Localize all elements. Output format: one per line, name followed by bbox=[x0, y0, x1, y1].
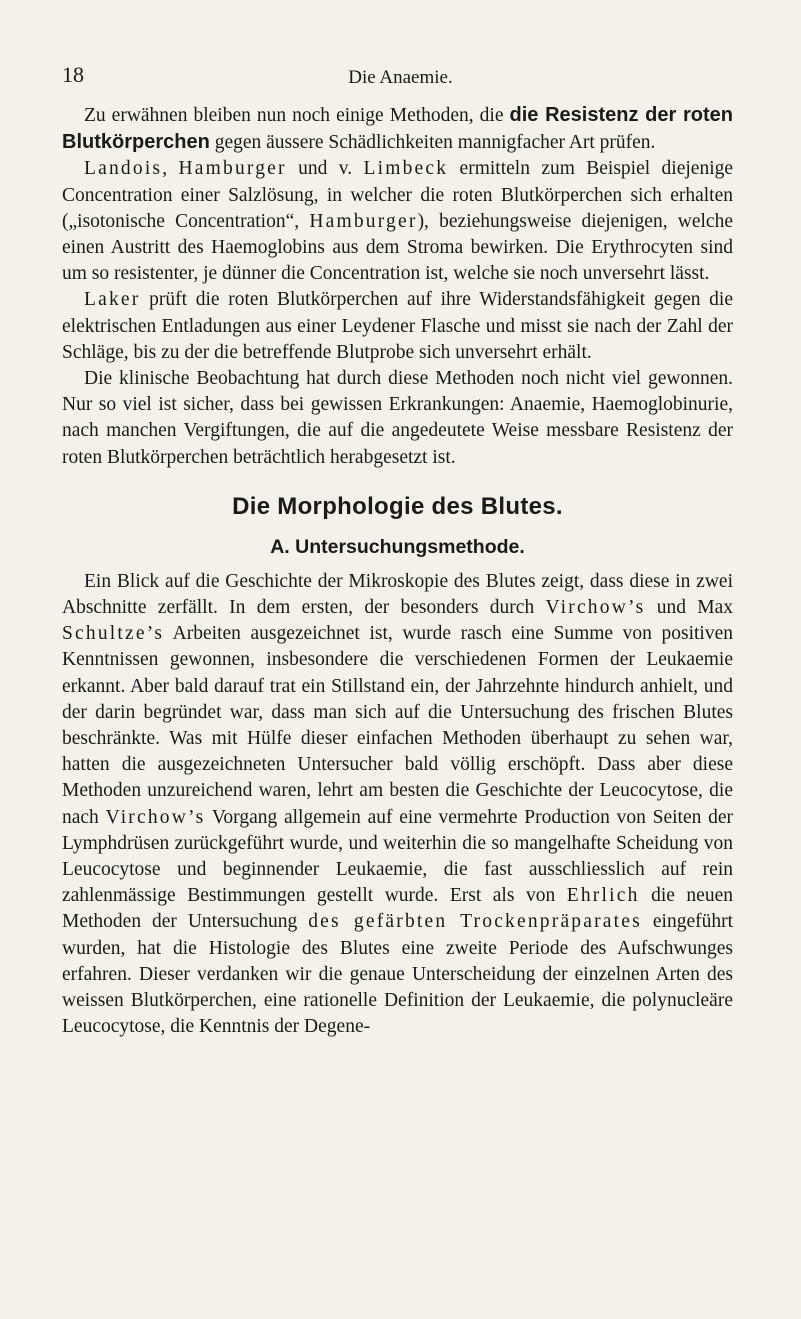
text-span: Zu erwähnen bleiben nun noch einige Methoden, die bbox=[84, 105, 510, 126]
author-name: Hamburger bbox=[309, 210, 418, 232]
spaced-term: des gefärbten Trockenpräparates bbox=[308, 911, 642, 933]
paragraph-klinische-beobachtung: Die klinische Beobachtung hat durch diese Methoden noch nicht viel gewonnen. Nur so viel ist sicher, dass bei gewissen Erkrankungen: Anaemie, Haemoglobinurie, nach manchen Vergiftungen, die auf die angedeutete Weise messbare Resistenz der roten Blutkörperchen beträchtlich herabgesetzt ist. bbox=[62, 368, 733, 468]
text-span: und v. bbox=[286, 158, 364, 180]
text-span: Ein Blick auf die Geschichte der Mikroskopie des Blutes zeigt, dass diese in zwei Abschnitte zerfällt. In dem ersten, der besonders durch bbox=[62, 570, 733, 619]
text-span: ermitteln zum Beispiel diejenige Concentration einer Salzlösung, in welcher die roten Blutkörperchen sich erhalten („isotonische Concentration“, bbox=[62, 158, 734, 232]
text-span: eingeführt wurden, hat die Histologie des Blutes eine zweite Periode des Aufschwunges erfahren. Dieser verdanken wir die genaue Unterscheidung der einzelnen Arten des weissen Blutkörperchen, eine rationelle Definition der Leukaemie, die polynucleäre Leucocytose, die Kenntnis der Degene- bbox=[62, 911, 734, 1038]
author-name: Schultze’s bbox=[62, 623, 165, 645]
section-title: Die Morphologie des Blutes. bbox=[232, 492, 563, 520]
text-span: Vorgang allgemein auf eine vermehrte Production von Seiten der Lymphdrüsen zurückgeführt wurde, und weiterhin die so mangelhafte Scheidung von Leucocytose und beginnender Leukaemie, die fast ausschliesslich auf rein zahlenmässige Bestimmungen gestellt wurde. Erst als von bbox=[62, 806, 734, 907]
text-span: Arbeiten ausgezeichnet ist, wurde rasch eine Summe von positiven Kenntnissen gewonnen, insbesondere die verschiedenen Formen der Leukaemie erkannt. Aber bald darauf trat ein Stillstand ein, der Jahrzehnte hindurch anhielt, und der darin begründet war, dass man sich auf die Untersuchung des frischen Blutes beschränkte. Was mit Hülfe dieser einfachen Methoden überhaupt zu sehen war, hatten die ausgezeichneten Untersucher bald völlig erschöpft. Dass aber diese Methoden unzureichend waren, lehrt am besten die Geschichte der Leucocytose, die nach bbox=[62, 623, 733, 828]
paragraph-resistenz-intro bbox=[62, 102, 733, 156]
emphasis-resistenz: die Resistenz der roten Blutkörperchen bbox=[62, 104, 733, 154]
author-name: Limbeck bbox=[363, 158, 449, 180]
text-span: ), beziehungsweise diejenigen, welche einen Austritt des Haemoglobins aus dem Stroma bewirken. Die Erythrocyten sind um so resistenter, je dünner die Concentration ist, welche sie noch unversehrt lässt. bbox=[62, 210, 733, 285]
author-name: Virchow’s bbox=[105, 806, 206, 828]
subsection-title: A. Untersuchungsmethode. bbox=[270, 535, 525, 558]
author-name: Hamburger bbox=[178, 158, 287, 180]
text-span: prüft die roten Blutkörperchen auf ihre Widerstandsfähigkeit gegen die elektrischen Entladungen aus einer Leydener Flasche und misst sie nach der Zahl der Schläge, bis zu der die betreffende Blutprobe sich unversehrt erhält. bbox=[62, 289, 733, 363]
text-span: und Max bbox=[645, 597, 733, 619]
paragraph-salzloesung bbox=[62, 156, 733, 287]
body-text bbox=[62, 102, 733, 1041]
text-span: , bbox=[162, 158, 179, 180]
paragraph-mikroskopie bbox=[62, 569, 733, 1041]
paragraph-laker bbox=[62, 287, 733, 366]
author-name: Landois bbox=[84, 158, 163, 180]
author-name: Ehrlich bbox=[566, 885, 640, 907]
running-title: Die Anaemie. bbox=[348, 67, 453, 88]
text-span: die neuen Methoden der Untersuchung bbox=[62, 885, 733, 933]
text-span: gegen äussere Schädlichkeiten mannigfacher Art prüfen. bbox=[209, 132, 656, 154]
author-name: Laker bbox=[84, 289, 141, 311]
page-number: 18 bbox=[62, 62, 84, 87]
author-name: Virchow’s bbox=[545, 597, 646, 619]
